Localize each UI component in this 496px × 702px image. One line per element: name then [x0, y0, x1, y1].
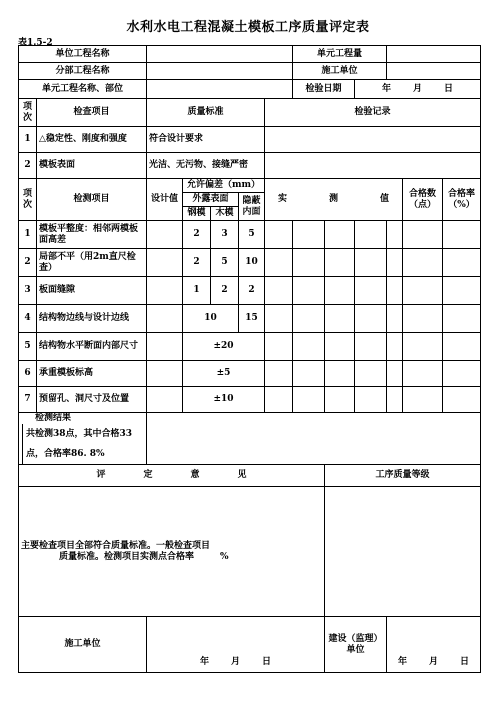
measurement-header-row-1 [19, 179, 481, 193]
opinion-char-3: 意 [190, 470, 200, 480]
allowed-deviation-header: 允许偏差（mm） [183, 179, 265, 193]
date-year: 年 [381, 83, 391, 94]
pass-rate-cell[interactable] [443, 305, 481, 333]
hidden-tolerance: 15 [239, 305, 265, 333]
steel-form-header: 钢模 [183, 207, 211, 221]
pass-count-cell[interactable] [403, 305, 443, 333]
design-value-cell[interactable] [147, 305, 183, 333]
quality-grade-header: 工序质量等级 [325, 465, 481, 487]
measured-char-3: 值 [380, 194, 390, 204]
measurement-row-1 [19, 221, 481, 249]
measured-cell[interactable] [387, 305, 403, 333]
pass-count-cell[interactable] [403, 333, 443, 361]
pass-count-cell[interactable] [403, 387, 443, 413]
construction-unit-value[interactable] [387, 63, 481, 80]
table-code: 表1.5-2 [18, 38, 53, 48]
steel-tolerance: 1 [183, 277, 211, 305]
construction-unit-label: 施工单位 [293, 63, 387, 80]
measurement-row-no: 5 [19, 333, 37, 361]
inspection-row-record[interactable] [265, 153, 481, 179]
inspection-record-header: 检验记录 [265, 99, 481, 127]
measured-cell[interactable] [265, 277, 293, 305]
steel-tolerance: 2 [183, 249, 211, 277]
signature-row [19, 617, 481, 673]
design-value-cell[interactable] [147, 277, 183, 305]
opinion-percent: % [220, 551, 229, 562]
exposed-tolerance: 10 [183, 305, 239, 333]
quality-standard-header: 质量标准 [147, 99, 265, 127]
measurement-row-item: 板面缝隙 [37, 277, 147, 305]
measured-cell[interactable] [325, 333, 355, 361]
element-project-name-part-label: 单元工程名称、部位 [19, 80, 147, 99]
inspection-row-2 [19, 153, 481, 179]
measured-cell[interactable] [355, 249, 387, 277]
result-row [19, 413, 481, 465]
element-project-name-part-value[interactable] [147, 80, 293, 99]
pass-rate-cell[interactable] [443, 249, 481, 277]
inspection-row-no: 2 [19, 153, 37, 179]
measurement-row-4 [19, 305, 481, 333]
pass-count-cell[interactable] [403, 249, 443, 277]
opinion-line-2-wrap [21, 552, 322, 563]
pass-count-cell[interactable] [403, 221, 443, 249]
pass-count-cell[interactable] [403, 277, 443, 305]
branch-project-name-value[interactable] [147, 63, 293, 80]
measurement-row-5 [19, 333, 481, 361]
measurement-row-no: 2 [19, 249, 37, 277]
measurement-row-no: 7 [19, 387, 37, 413]
measured-cell[interactable] [293, 249, 325, 277]
inspection-date-label: 检验日期 [293, 80, 355, 99]
evaluation-opinion-cell[interactable] [19, 487, 325, 617]
inspection-item-header: 检查项目 [37, 99, 147, 127]
tolerance-value: ±20 [183, 333, 265, 361]
measured-cell[interactable] [325, 361, 355, 387]
measured-cell[interactable] [293, 387, 325, 413]
opinion-char-4: 见 [237, 470, 247, 480]
steel-tolerance: 2 [183, 221, 211, 249]
measurement-row-item: 局部不平（用2m直尺检查） [37, 249, 147, 277]
quality-grade-cell[interactable] [325, 487, 481, 617]
measured-cell[interactable] [325, 305, 355, 333]
measured-cell[interactable] [387, 249, 403, 277]
hidden-surface-header: 隐蔽内面 [239, 193, 265, 221]
measured-cell[interactable] [293, 277, 325, 305]
tolerance-value: ±5 [183, 361, 265, 387]
design-value-cell[interactable] [147, 387, 183, 413]
date-day: 日 [444, 83, 454, 94]
measured-values-header [265, 179, 403, 221]
design-value-cell[interactable] [147, 249, 183, 277]
supervision-unit-signature-label: 建设（监理）单位 [325, 617, 387, 673]
opinion-line-1: 主要检查项目全部符合质量标准。一般检查项目 [21, 540, 211, 551]
sign-year: 年 [397, 657, 407, 667]
hidden-tolerance: 2 [239, 277, 265, 305]
sign-month: 月 [429, 657, 439, 667]
quality-evaluation-form [18, 45, 481, 673]
opinion-line-2: 质量标准。检测项目实测点合格率 [59, 551, 195, 562]
form-title: 水利水电工程混凝土模板工序质量评定表 [126, 20, 370, 35]
measured-cell[interactable] [355, 305, 387, 333]
measured-cell[interactable] [265, 387, 293, 413]
opinion-char-2: 定 [143, 470, 153, 480]
exposed-surface-header: 外露表面 [183, 193, 239, 207]
measurement-row-7 [19, 387, 481, 413]
branch-project-name-label: 分部工程名称 [19, 63, 147, 80]
tolerance-value: ±10 [183, 387, 265, 413]
inspection-index-header: 项次 [19, 99, 37, 127]
date-month: 月 [413, 83, 423, 94]
pass-rate-header: 合格率（%） [443, 179, 481, 221]
measured-cell[interactable] [325, 249, 355, 277]
unit-project-name-label: 单位工程名称 [19, 46, 147, 63]
measurement-row-no: 1 [19, 221, 37, 249]
measured-cell[interactable] [265, 333, 293, 361]
measured-cell[interactable] [265, 221, 293, 249]
result-text: 共检测38点，其中合格33点，合格率86. 8% [22, 424, 144, 464]
design-value-cell[interactable] [147, 221, 183, 249]
header-row-3 [19, 80, 481, 99]
wood-form-header: 木模 [211, 207, 239, 221]
measured-cell[interactable] [325, 387, 355, 413]
measured-cell[interactable] [265, 361, 293, 387]
measured-cell[interactable] [387, 333, 403, 361]
inspection-row-item: △稳定性、刚度和强度 [37, 127, 147, 153]
wood-tolerance: 3 [211, 221, 239, 249]
measured-cell[interactable] [293, 333, 325, 361]
measurement-row-item: 结构物水平断面内部尺寸 [37, 333, 147, 361]
measured-cell[interactable] [293, 221, 325, 249]
pass-rate-cell[interactable] [443, 387, 481, 413]
sign-day: 日 [460, 657, 470, 667]
pass-rate-cell[interactable] [443, 333, 481, 361]
measurement-row-no: 4 [19, 305, 37, 333]
construction-unit-signature-label: 施工单位 [19, 617, 147, 673]
evaluation-header-row [19, 465, 481, 487]
measured-cell[interactable] [293, 361, 325, 387]
sign-day: 日 [262, 657, 272, 667]
design-value-cell[interactable] [147, 361, 183, 387]
design-value-header: 设计值 [147, 179, 183, 221]
measurement-row-no: 6 [19, 361, 37, 387]
hidden-tolerance: 10 [239, 249, 265, 277]
measurement-row-item: 预留孔、洞尺寸及位置 [37, 387, 147, 413]
measured-cell[interactable] [387, 221, 403, 249]
measured-cell[interactable] [265, 249, 293, 277]
sign-year: 年 [199, 657, 209, 667]
inspection-row-item: 模板表面 [37, 153, 147, 179]
wood-tolerance: 5 [211, 249, 239, 277]
measured-cell[interactable] [355, 361, 387, 387]
evaluation-opinion-header [19, 465, 325, 487]
measured-cell[interactable] [325, 221, 355, 249]
unit-project-name-value[interactable] [147, 46, 293, 63]
inspection-row-standard: 符合设计要求 [147, 127, 265, 153]
pass-count-header: 合格数（点） [403, 179, 443, 221]
construction-unit-signature[interactable] [147, 617, 325, 673]
measurement-row-item: 模板平整度：相邻两模板面高差 [37, 221, 147, 249]
measured-cell[interactable] [387, 387, 403, 413]
opinion-char-1: 评 [96, 470, 106, 480]
measured-cell[interactable] [355, 333, 387, 361]
measured-cell[interactable] [325, 277, 355, 305]
sign-month: 月 [231, 657, 241, 667]
inspection-date-value[interactable] [355, 80, 481, 99]
measured-cell[interactable] [355, 277, 387, 305]
measured-cell[interactable] [355, 221, 387, 249]
result-label [19, 413, 147, 465]
header-row-1 [19, 46, 481, 63]
measurement-row-2 [19, 249, 481, 277]
inspection-header-row [19, 99, 481, 127]
measurement-item-header: 检测项目 [37, 179, 147, 221]
design-value-cell[interactable] [147, 333, 183, 361]
measured-char-2: 测 [329, 194, 339, 204]
pass-rate-cell[interactable] [443, 277, 481, 305]
result-blank [147, 413, 481, 465]
measured-cell[interactable] [355, 387, 387, 413]
unit-element-project-value[interactable] [387, 46, 481, 63]
measured-char-1: 实 [277, 194, 287, 204]
wood-tolerance: 2 [211, 277, 239, 305]
unit-element-project-label: 单元工程量 [293, 46, 387, 63]
measurement-index-header: 项次 [19, 179, 37, 221]
pass-rate-cell[interactable] [443, 221, 481, 249]
measured-cell[interactable] [387, 277, 403, 305]
measured-cell[interactable] [293, 305, 325, 333]
header-row-2 [19, 63, 481, 80]
inspection-row-no: 1 [19, 127, 37, 153]
measurement-row-item: 结构物边线与设计边线 [37, 305, 147, 333]
measurement-row-no: 3 [19, 277, 37, 305]
measured-cell[interactable] [265, 305, 293, 333]
result-label-text: 检测结果 [34, 413, 71, 423]
evaluation-body-row [19, 487, 481, 617]
pass-rate-cell[interactable] [443, 361, 481, 387]
supervision-unit-signature[interactable] [387, 617, 481, 673]
measurement-row-3 [19, 277, 481, 305]
inspection-row-record[interactable] [265, 127, 481, 153]
pass-count-cell[interactable] [403, 361, 443, 387]
measurement-row-6 [19, 361, 481, 387]
inspection-row-1 [19, 127, 481, 153]
measured-cell[interactable] [387, 361, 403, 387]
measurement-row-item: 承重模板标高 [37, 361, 147, 387]
hidden-tolerance: 5 [239, 221, 265, 249]
inspection-row-standard: 光洁、无污物、接缝严密 [147, 153, 265, 179]
